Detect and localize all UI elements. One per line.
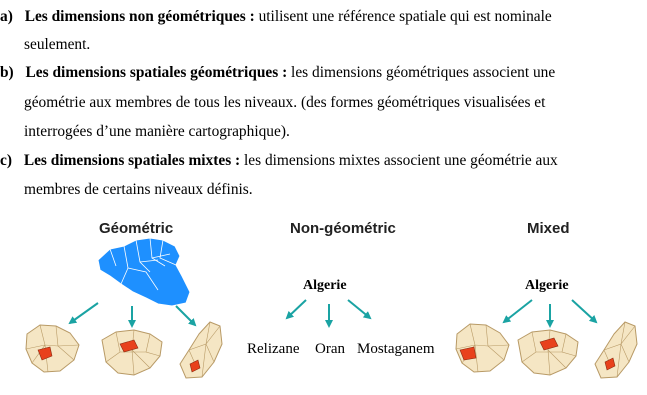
region-map-mostaganem: [180, 322, 222, 378]
item-b-line-3: interrogées d’une manière cartographique).: [24, 123, 290, 140]
figure-title-non-geometric: Non-géométric: [290, 220, 396, 237]
item-b-line-2: géométrie aux membres de tous les niveaux. (des formes géométriques visualisées et: [24, 94, 546, 111]
region-map-relizane: [26, 325, 79, 372]
city-label-mostaganem: Mostaganem: [357, 341, 435, 357]
city-label-relizane: Relizane: [247, 341, 300, 357]
item-c-bold: Les dimensions spatiales mixtes :: [23, 152, 241, 169]
item-a-bold: Les dimensions non géométriques :: [24, 8, 255, 25]
item-b-marker: b): [0, 64, 14, 81]
figure-title-mixed: Mixed: [527, 220, 570, 237]
mixed-region-map-relizane: [456, 324, 509, 372]
item-a-line-2: seulement.: [24, 36, 91, 53]
city-label-oran: Oran: [315, 341, 345, 357]
mixed-root-label: Algerie: [525, 278, 569, 293]
item-a-marker: a): [0, 8, 13, 25]
arrow-mixed-left: [504, 300, 532, 322]
arrow-geometric-left: [70, 303, 98, 323]
arrow-geometric-right: [176, 306, 195, 325]
mixed-region-map-oran: [518, 330, 578, 375]
region-map-oran: [102, 330, 162, 375]
country-map-algeria: [98, 238, 190, 306]
non-geometric-root-label: Algerie: [303, 278, 347, 293]
arrow-mixed-right: [572, 300, 596, 322]
item-b-bold: Les dimensions spatiales géométriques :: [25, 64, 288, 81]
item-c-line-2: membres de certains niveaux définis.: [24, 181, 253, 198]
mixed-region-map-mostaganem: [595, 322, 637, 378]
item-c-text: les dimensions mixtes associent une géométrie aux: [240, 152, 558, 169]
arrow-non-geometric-left: [287, 300, 306, 318]
item-c-marker: c): [0, 152, 12, 169]
figure-title-geometric: Géométric: [99, 220, 174, 237]
arrow-non-geometric-right: [348, 300, 370, 318]
item-a-text: utilisent une référence spatiale qui est nominale: [254, 8, 552, 25]
item-b-text: les dimensions géométriques associent une: [287, 64, 556, 81]
